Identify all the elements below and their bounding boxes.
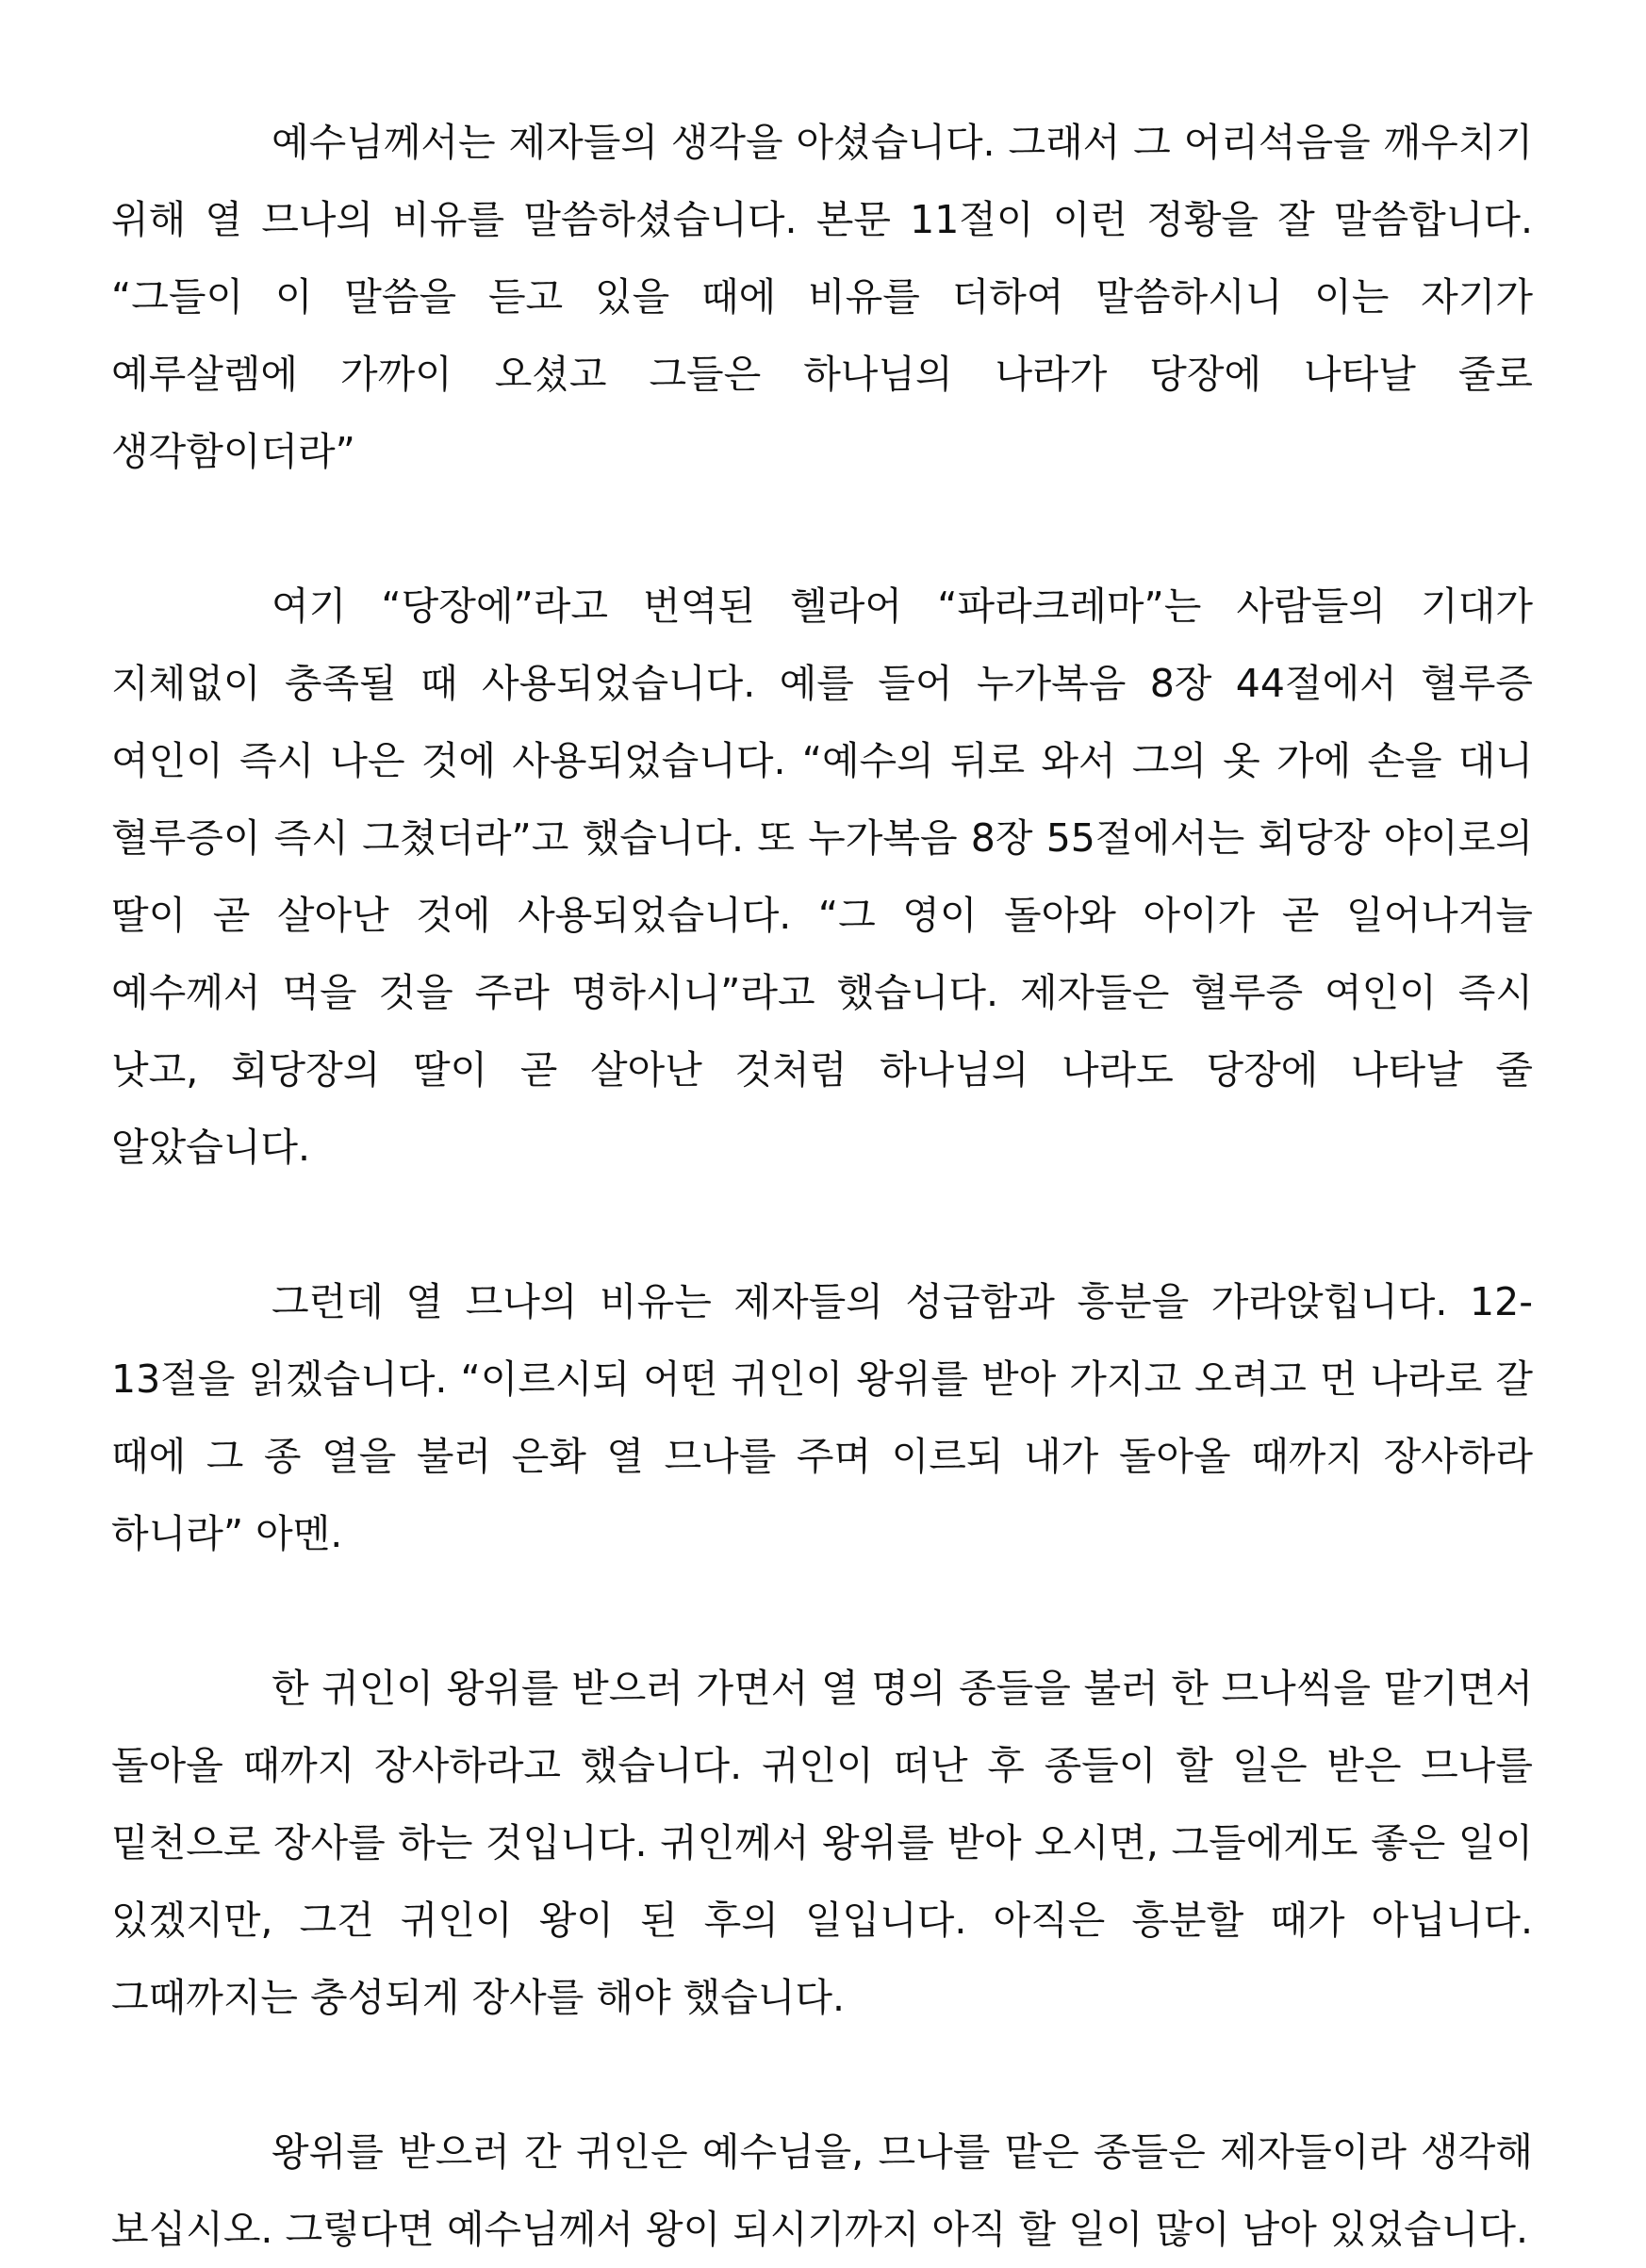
paragraph-1: 예수님께서는 제자들의 생각을 아셨습니다. 그래서 그 어리석음을 깨우치기 위해 열 므나의 비유를 말씀하셨습니다. 본문 11절이 이런 정황을 잘 말씀합니다. “그들이 이 말씀을 듣고 있을 때에 비유를 더하여 말씀하시니 이는 자기가 예루살렘에 가까이 오셨고 그들은 하나님의 나라가 당장에 나타날 줄로 생각함이더라” bbox=[111, 120, 1533, 474]
paragraph-2: 여기 “당장에”라고 번역된 헬라어 “파라크레마”는 사람들의 기대가 지체없이 충족될 때 사용되었습니다. 예를 들어 누가복음 8장 44절에서 혈루증 여인이 즉시 나은 것에 사용되었습니다. “예수의 뒤로 와서 그의 옷 가에 손을 대니 혈루증이 즉시 그쳤더라”고 했습니다. 또 누가복음 8장 55절에서는 회당장 야이로의 딸이 곧 살아난 것에 사용되었습니다. “그 영이 돌아와 아이가 곧 일어나거늘 예수께서 먹을 것을 주라 명하시니”라고 했습니다. 제자들은 혈루증 여인이 즉시 낫고, 회당장의 딸이 곧 살아난 것처럼 하나님의 나라도 당장에 나타날 줄 알았습니다. bbox=[111, 583, 1533, 1170]
document-page bbox=[111, 104, 1533, 2268]
paragraph-4: 한 귀인이 왕위를 받으러 가면서 열 명의 종들을 불러 한 므나씩을 맡기면서 돌아올 때까지 장사하라고 했습니다. 귀인이 떠난 후 종들이 할 일은 받은 므나를 밑천으로 장사를 하는 것입니다. 귀인께서 왕위를 받아 오시면, 그들에게도 좋은 일이 있겠지만, 그건 귀인이 왕이 된 후의 일입니다. 아직은 흥분할 때가 아닙니다. 그때까지는 충성되게 장사를 해야 했습니다. bbox=[111, 1666, 1533, 2020]
paragraph-5: 왕위를 받으러 간 귀인은 예수님을, 므나를 맡은 종들은 제자들이라 생각해 보십시오. 그렇다면 예수님께서 왕이 되시기까지 아직 할 일이 많이 남아 있었습니다. bbox=[111, 2129, 1533, 2252]
paragraph-3: 그런데 열 므나의 비유는 제자들의 성급함과 흥분을 가라앉힙니다. 12-13절을 읽겠습니다. “이르시되 어떤 귀인이 왕위를 받아 가지고 오려고 먼 나라로 갈 때에 그 종 열을 불러 은화 열 므나를 주며 이르되 내가 돌아올 때까지 장사하라 하니라” 아멘. bbox=[111, 1279, 1533, 1556]
